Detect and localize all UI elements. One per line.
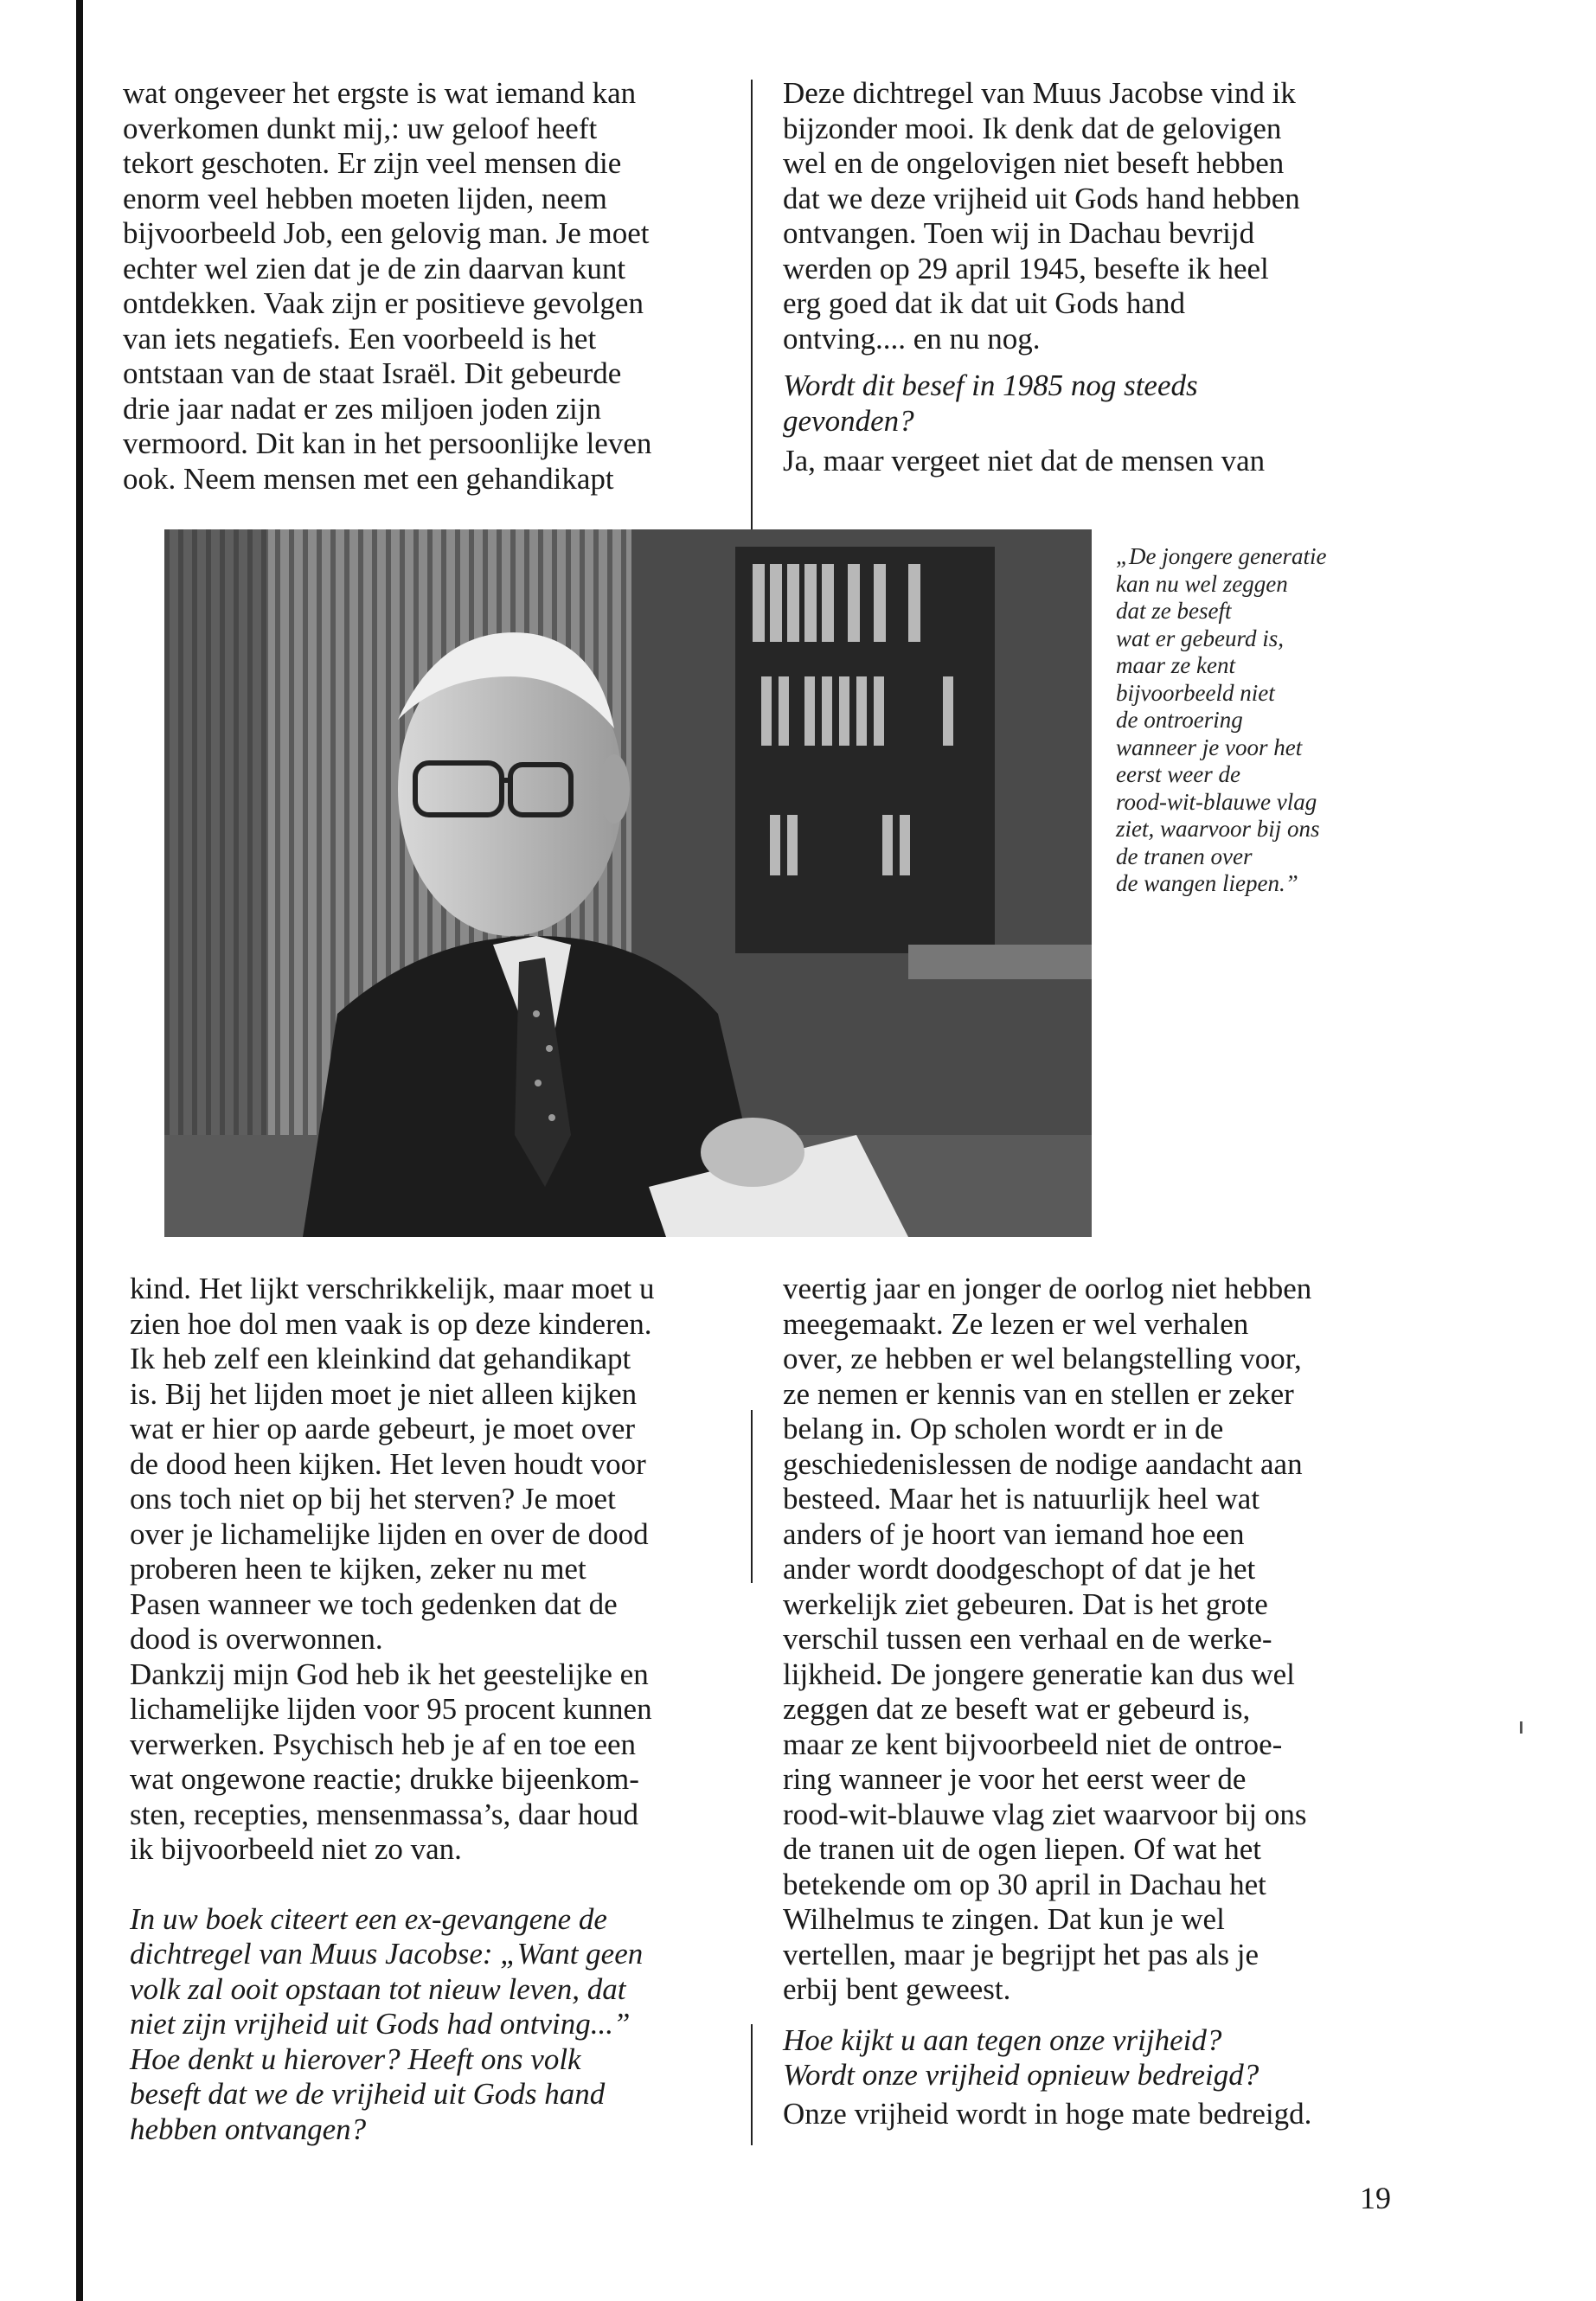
interview-photo [164, 529, 1092, 1237]
pull-quote: „De jongere generatie kan nu wel zeggen dat ze beseft wat er gebeurd is, maar ze kent bijvoorbeeld niet de ontroering wanneer je voor het eerst weer de rood-wit-blauwe vlag ziet, waarvoor bij ons de tranen over de wangen liepen.” [1116, 543, 1327, 896]
body-paragraph: wat ongeveer het ergste is wat iemand kan overkomen dunkt mij,: uw geloof heeft tekort geschoten. Er zijn veel mensen die enorm veel hebben moeten lijden, neem bijvoorbeeld Job, een gelovig man. Je moet echter wel zien dat je de zin daarvan kunt ontdekken. Vaak zijn er positieve gevolgen van iets negatiefs. Een voorbeeld is het ontstaan van de staat Israël. Dit gebeurde drie jaar nadat er zes miljoen joden zijn vermoord. Dit kan in het persoonlijke leven ook. Neem mensen met een gehandikapt [123, 76, 652, 496]
column-divider-top [751, 80, 753, 529]
interview-question: Wordt dit besef in 1985 nog steeds gevonden? [783, 369, 1198, 438]
body-paragraph: Onze vrijheid wordt in hoge mate bedreigd. [783, 2096, 1312, 2131]
column-top-left [123, 76, 763, 497]
column-top-right [783, 76, 1406, 479]
interview-question: Hoe kijkt u aan tegen onze vrijheid? Wordt onze vrijheid opnieuw bedreigd? [783, 2022, 1259, 2092]
body-paragraph: kind. Het lijkt verschrikkelijk, maar moet u zien hoe dol men vaak is op deze kinderen. Ik heb zelf een kleinkind dat gehandikapt is. Bij het lijden moet je niet alleen kijken wat er hier op aarde gebeurt, je moet over de dood heen kijken. Het leven houdt voor ons toch niet op bij het sterven? Je moet over je lichamelijke lijden en over de dood proberen heen te kijken, zeker nu met Pasen wanneer we toch gedenken dat de dood is overwonnen. Dankzij mijn God heb ik het geestelijke en lichamelijke lijden voor 95 procent kunnen verwerken. Psychisch heb je af en toe een wat ongewone reactie; drukke bijeenkom- sten, recepties, mensenmassa’s, daar houd ik bijvoorbeeld niet zo van. [130, 1272, 655, 1866]
print-artifact [1520, 1721, 1522, 1734]
body-paragraph: veertig jaar en jonger de oorlog niet hebben meegemaakt. Ze lezen er wel verhalen over, ze hebben er wel belangstelling voor, ze nemen er kennis van en stellen er zeker belang in. Op scholen wordt er in de geschiedenislessen de nodige aandacht aan besteed. Maar het is natuurlijk heel wat anders of je hoort van iemand hoe een ander wordt doodgeschopt of dat je het werkelijk ziet gebeuren. Dat is het grote verschil tussen een verhaal en de werke- lijkheid. De jongere generatie kan dus wel zeggen dat ze beseft wat er gebeurd is, maar ze kent bijvoorbeeld niet de ontroe- ring wanneer je voor het eerst weer de rood-wit-blauwe vlag ziet waarvoor bij ons de tranen uit de ogen liepen. Of wat het betekende om op 30 april in Dachau het Wilhelmus te zingen. Dat kun je wel vertellen, maar je begrijpt het pas als je erbij bent geweest. [783, 1272, 1312, 2006]
photo-portrait-man-at-desk [164, 529, 1092, 1237]
column-bottom-left [130, 1272, 768, 2147]
binding-edge [76, 0, 83, 2301]
body-paragraph: Ja, maar vergeet niet dat de mensen van [783, 444, 1266, 478]
column-divider-bottom-upper [751, 1410, 753, 1583]
page-number: 19 [1360, 2181, 1391, 2215]
column-bottom-right [783, 1272, 1406, 2131]
column-divider-bottom-lower [751, 2024, 753, 2145]
body-paragraph: Deze dichtregel van Muus Jacobse vind ik bijzonder mooi. Ik denk dat de gelovigen wel en de ongelovigen niet beseft hebben dat we deze vrijheid uit Gods hand hebben ontvangen. Toen wij in Dachau bevrijd werden op 29 april 1945, besefte ik heel erg goed dat ik dat uit Gods hand ontving.... en nu nog. [783, 76, 1300, 356]
interview-question: In uw boek citeert een ex-gevangene de dichtregel van Muus Jacobse: „Want geen volk zal ooit opstaan tot nieuw leven, dat niet zijn vrijheid uit Gods had ontving...” Hoe denkt u hierover? Heeft ons volk beseft dat we de vrijheid uit Gods hand hebben ontvangen? [130, 1901, 644, 2146]
